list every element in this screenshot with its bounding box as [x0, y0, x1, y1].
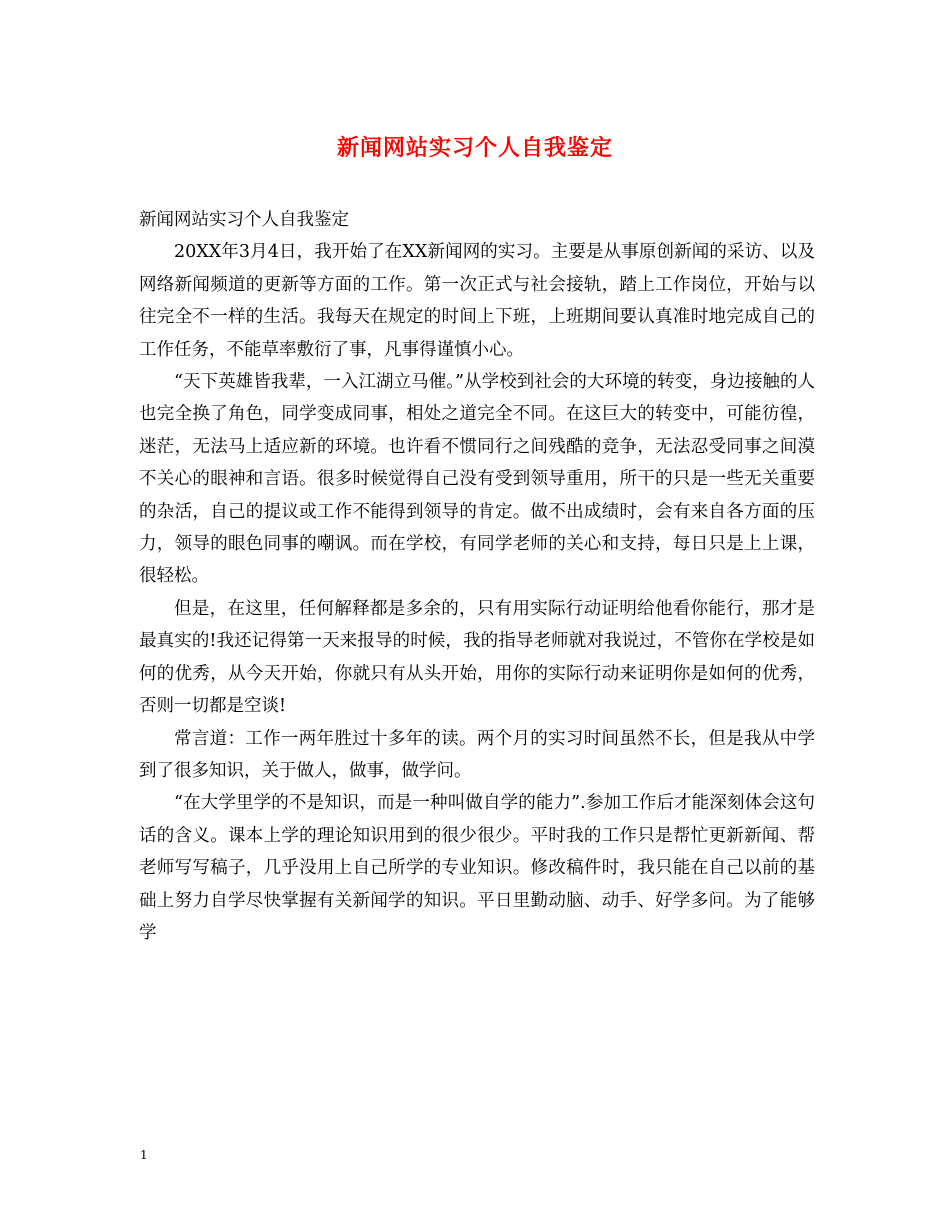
document-body [139, 204, 815, 949]
paragraph-3: 但是，在这里，任何解释都是多余的，只有用实际行动证明给他看你能行，那才是最真实的!我还记得第一天来报导的时候，我的指导老师就对我说过，不管你在学校是如何的优秀，从今天开始，你就只有从头开始，用你的实际行动来证明你是如何的优秀，否则一切都是空谈! [139, 598, 815, 717]
paragraph-5: “在大学里学的不是知识，而是一种叫做自学的能力”.参加工作后才能深刻体会这句话的含义。课本上学的理论知识用到的很少很少。平时我的工作只是帮忙更新新闻、帮老师写写稿子，几乎没用上自己所学的专业知识。修改稿件时，我只能在自己以前的基础上努力自学尽快掌握有关新闻学的知识。平日里勤动脑、动手、好学多问。为了能够学 [139, 793, 815, 943]
document-subtitle: 新闻网站实习个人自我鉴定 [139, 210, 349, 230]
paragraph-2: “天下英雄皆我辈，一入江湖立马催。”从学校到社会的大环境的转变，身边接触的人也完全换了角色，同学变成同事，相处之道完全不同。在这巨大的转变中，可能彷徨，迷茫，无法马上适应新的环境。也许看不惯同行之间残酷的竞争，无法忍受同事之间漠不关心的眼神和言语。很多时候觉得自己没有受到领导重用，所干的只是一些无关重要的杂活，自己的提议或工作不能得到领导的肯定。做不出成绩时，会有来自各方面的压力，领导的眼色同事的嘲讽。而在学校，有同学老师的关心和支持，每日只是上上课，很轻松。 [139, 372, 815, 587]
paragraph-4: 常言道：工作一两年胜过十多年的读。两个月的实习时间虽然不长，但是我从中学到了很多知识，关于做人，做事，做学问。 [139, 728, 815, 781]
document-title: 新闻网站实习个人自我鉴定 [336, 135, 613, 161]
paragraph-1: 20XX年3月4日，我开始了在XX新闻网的实习。主要是从事原创新闻的采访、以及网络新闻频道的更新等方面的工作。第一次正式与社会接轨，踏上工作岗位，开始与以往完全不一样的生活。我每天在规定的时间上下班，上班期间要认真准时地完成自己的工作任务，不能草率敷衍了事，凡事得谨慎小心。 [139, 242, 815, 360]
page-number: 1 [140, 1148, 148, 1162]
